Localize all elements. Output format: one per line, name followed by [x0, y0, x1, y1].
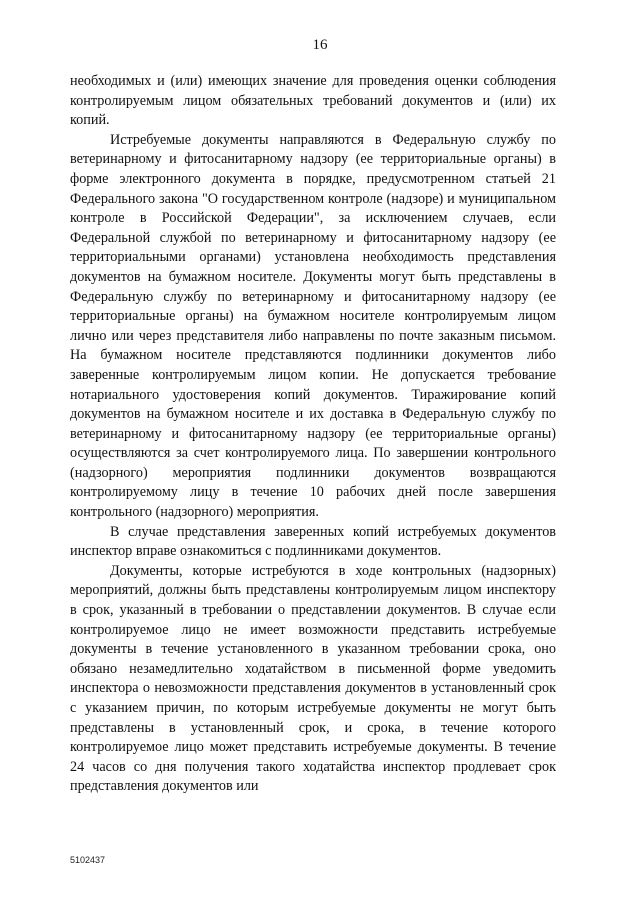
document-body	[70, 72, 556, 797]
paragraph-documents-submission: Истребуемые документы направляются в Федеральную службу по ветеринарному и фитосанитарному надзору (ее территориальные органы) в форме электронного документа в порядке, предусмотренном статьей 21 Федерального закона "О государственном контроле (надзоре) и муниципальном контроле в Российской Федерации", за исключением случаев, если Федеральной службой по ветеринарному и фитосанитарному надзору (ее территориальными органами) установлена необходимость представления документов на бумажном носителе. Документы могут быть представлены в Федеральную службу по ветеринарному и фитосанитарному надзору (ее территориальные органы) на бумажном носителе контролируемым лицом лично или через представителя либо направлены по почте заказным письмом. На бумажном носителе представляются подлинники документов либо заверенные контролируемым лицом копии. Не допускается требование нотариального удостоверения копий документов. Тиражирование копий документов на бумажном носителе и их доставка в Федеральную службу по ветеринарному и фитосанитарному надзору (ее территориальные органы) осуществляются за счет контролируемого лица. По завершении контрольного (надзорного) мероприятия подлинники документов возвращаются контролируемому лицу в течение 10 рабочих дней после завершения контрольного (надзорного) мероприятия.	[70, 131, 556, 521]
page-number: 16	[312, 37, 328, 53]
paragraph-certified-copies: В случае представления заверенных копий истребуемых документов инспектор вправе ознакомиться с подлинниками документов.	[70, 523, 556, 560]
paragraph-continuation: необходимых и (или) имеющих значение для проведения оценки соблюдения контролируемым лицом обязательных требований документов и (или) их копий.	[70, 73, 556, 129]
paragraph-deadline: Документы, которые истребуются в ходе контрольных (надзорных) мероприятий, должны быть представлены контролируемым лицом инспектору в срок, указанный в требовании о представлении документов. В случае если контролируемое лицо не имеет возможности представить истребуемые документы в течение установленного в указанном требовании срока, оно обязано незамедлительно ходатайством в письменной форме уведомить инспектора о невозможности представления документов в установленный срок с указанием причин, по которым истребуемые документы не могут быть представлены в установленный срок, и срока, в течение которого контролируемое лицо может представить истребуемые документы. В течение 24 часов со дня получения такого ходатайства инспектор продлевает срок представления документов или	[70, 562, 556, 795]
footer-document-code: 5102437	[70, 855, 106, 865]
